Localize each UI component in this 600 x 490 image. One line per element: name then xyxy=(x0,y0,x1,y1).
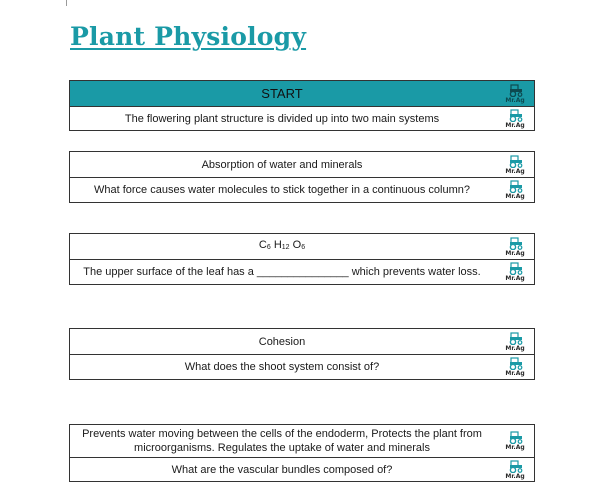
row-text: What force causes water molecules to stick together in a continuous column? xyxy=(93,184,471,196)
question-row xyxy=(70,354,534,379)
mr-ag-logo xyxy=(502,430,528,452)
question-row xyxy=(70,106,534,130)
tractor-icon xyxy=(502,459,528,473)
logo-text: Mr.Ag xyxy=(505,193,525,200)
card-3 xyxy=(69,233,535,285)
logo-text: Mr.Ag xyxy=(505,96,525,104)
mr-ag-logo xyxy=(502,154,528,176)
card-2 xyxy=(69,151,535,203)
mr-ag-logo xyxy=(502,83,528,105)
row-text: Prevents water moving between the cells of the endoderm, Protects the plant from microorganisms. Regulates the uptake of water and minerals xyxy=(82,428,482,454)
logo-text: Mr.Ag xyxy=(505,472,525,480)
tractor-icon xyxy=(502,356,528,370)
logo-text: Mr.Ag xyxy=(505,370,525,377)
row-text: What does the shoot system consist of? xyxy=(184,361,380,373)
mr-ag-logo xyxy=(502,108,528,130)
mr-ag-logo xyxy=(502,459,528,481)
tractor-icon xyxy=(502,430,528,444)
logo-text: Mr.Ag xyxy=(505,167,525,175)
page-corner-mark xyxy=(66,0,67,6)
tractor-icon xyxy=(502,108,528,122)
card-1 xyxy=(69,80,535,131)
mr-ag-logo xyxy=(502,261,528,283)
mr-ag-logo xyxy=(502,331,528,353)
tractor-icon xyxy=(502,331,528,345)
glucose-formula: $C_6$ $H_{12}$ $O_6$ xyxy=(258,239,306,251)
row-text: The flowering plant structure is divided up into two main systems xyxy=(124,112,440,125)
row-text: Cohesion xyxy=(258,335,306,348)
row-text: What are the vascular bundles composed of? xyxy=(171,463,393,476)
logo-text: Mr.Ag xyxy=(505,121,525,129)
row-text: Absorption of water and minerals xyxy=(201,158,363,171)
answer-row xyxy=(70,329,534,354)
answer-row xyxy=(70,234,534,259)
mr-ag-logo xyxy=(502,236,528,258)
question-row xyxy=(70,259,534,284)
row-text: The upper surface of the leaf has a _______________ which prevents water loss. xyxy=(83,266,481,278)
logo-text: Mr.Ag xyxy=(505,444,525,451)
card-4 xyxy=(69,328,535,380)
mr-ag-logo xyxy=(502,179,528,201)
start-header xyxy=(70,81,534,106)
tractor-icon xyxy=(502,179,528,193)
tractor-icon xyxy=(502,261,528,275)
card-5 xyxy=(69,424,535,482)
answer-row xyxy=(70,152,534,177)
tractor-icon xyxy=(502,236,528,250)
tractor-icon xyxy=(502,83,528,97)
logo-text: Mr.Ag xyxy=(505,344,525,352)
answer-row xyxy=(70,425,534,457)
question-row xyxy=(70,177,534,202)
start-label: START xyxy=(261,85,303,101)
logo-text: Mr.Ag xyxy=(505,249,525,257)
tractor-icon xyxy=(502,154,528,168)
page-title: Plant Physiology xyxy=(70,22,307,51)
logo-text: Mr.Ag xyxy=(505,275,525,282)
question-row xyxy=(70,457,534,481)
mr-ag-logo xyxy=(502,356,528,378)
